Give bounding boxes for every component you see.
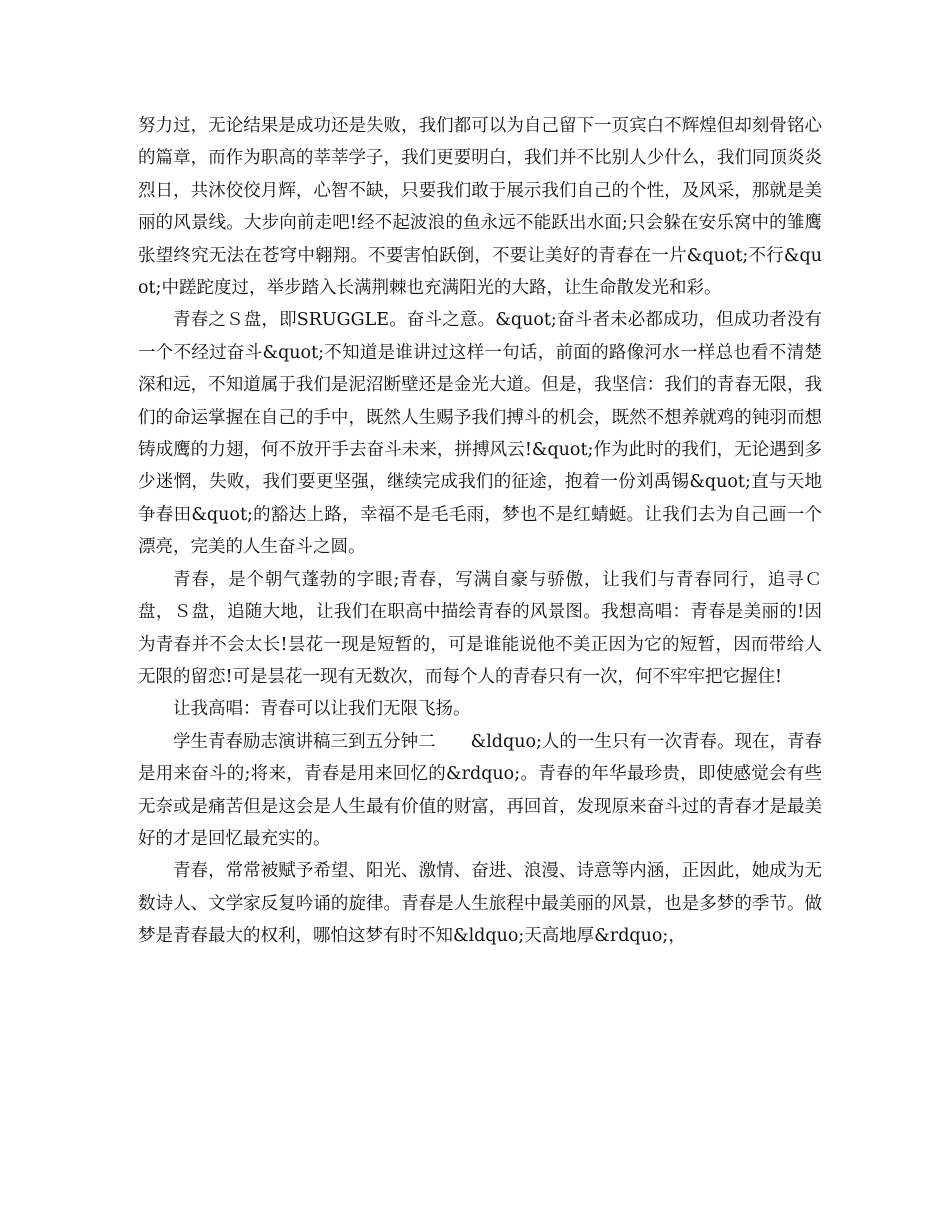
paragraph-1: 努力过，无论结果是成功还是失败，我们都可以为自己留下一页宾白不辉煌但却刻骨铭心的篇章，而作为职高的莘莘学子，我们更要明白，我们并不比别人少什么，我们同顶炎炎烈日，共沐佼佼月辉，心智不缺，只要我们敢于展示我们自己的个性，及风采，那就是美丽的风景线。大步向前走吧!经不起波浪的鱼永远不能跃出水面;只会躲在安乐窝中的雏鹰张望终究无法在苍穹中翱翔。不要害怕跃倒，不要让美好的青春在一片&quot;不行&quot;中蹉跎度过，举步踏入长满荆棘也充满阳光的大路，让生命散发光和彩。 <box>138 116 822 299</box>
paragraph-6: 青春，常常被赋予希望、阳光、激情、奋进、浪漫、诗意等内涵，正因此，她成为无数诗人、文学家反复吟诵的旋律。青春是人生旅程中最美丽的风景，也是多梦的季节。做梦是青春最大的权利，哪怕这梦有时不知&ldquo;天高地厚&rdquo;， <box>138 861 822 947</box>
paragraph-3: 青春，是个朝气蓬勃的字眼;青春，写满自豪与骄傲，让我们与青春同行，追寻Ｃ盘，Ｓ盘，追随大地，让我们在职高中描绘青春的风景图。我想高唱：青春是美丽的!因为青春并不会太长!昙花一现是短暂的，可是谁能说他不美正因为它的短暂，因而带给人无限的留恋!可是昙花一现有无数次，而每个人的青春只有一次，何不牢牢把它握住! <box>138 569 822 687</box>
paragraph-4: 让我高唱：青春可以让我们无限飞扬。 <box>173 699 471 720</box>
paragraph-5: 学生青春励志演讲稿三到五分钟二 &ldquo;人的一生只有一次青春。现在，青春是用来奋斗的;将来，青春是用来回忆的&rdquo;。青春的年华最珍贵，即使感觉会有些无奈或是痛苦但是这会是人生最有价值的财富，再回首，发现原来奋斗过的青春才是最美好的才是回忆最充实的。 <box>138 731 822 849</box>
document-body <box>138 110 822 953</box>
paragraph-2: 青春之Ｓ盘，即SRUGGLE。奋斗之意。&quot;奋斗者未必都成功，但成功者没有一个不经过奋斗&quot;不知道是谁讲过这样一句话，前面的路像河水一样总也看不清楚深和远，不知道属于我们是泥沼断壁还是金光大道。但是，我坚信：我们的青春无限，我们的命运掌握在自己的手中，既然人生赐予我们搏斗的机会，既然不想养就鸡的钝羽而想铸成鹰的力翅，何不放开手去奋斗未来，拼搏风云!&quot;作为此时的我们，无论遇到多少迷惘，失败，我们要更坚强，继续完成我们的征途，抱着一份刘禹锡&quot;直与天地争春田&quot;的豁达上路，幸福不是毛毛雨，梦也不是红蜻蜓。让我们去为自己画一个漂亮，完美的人生奋斗之圆。 <box>138 310 822 558</box>
